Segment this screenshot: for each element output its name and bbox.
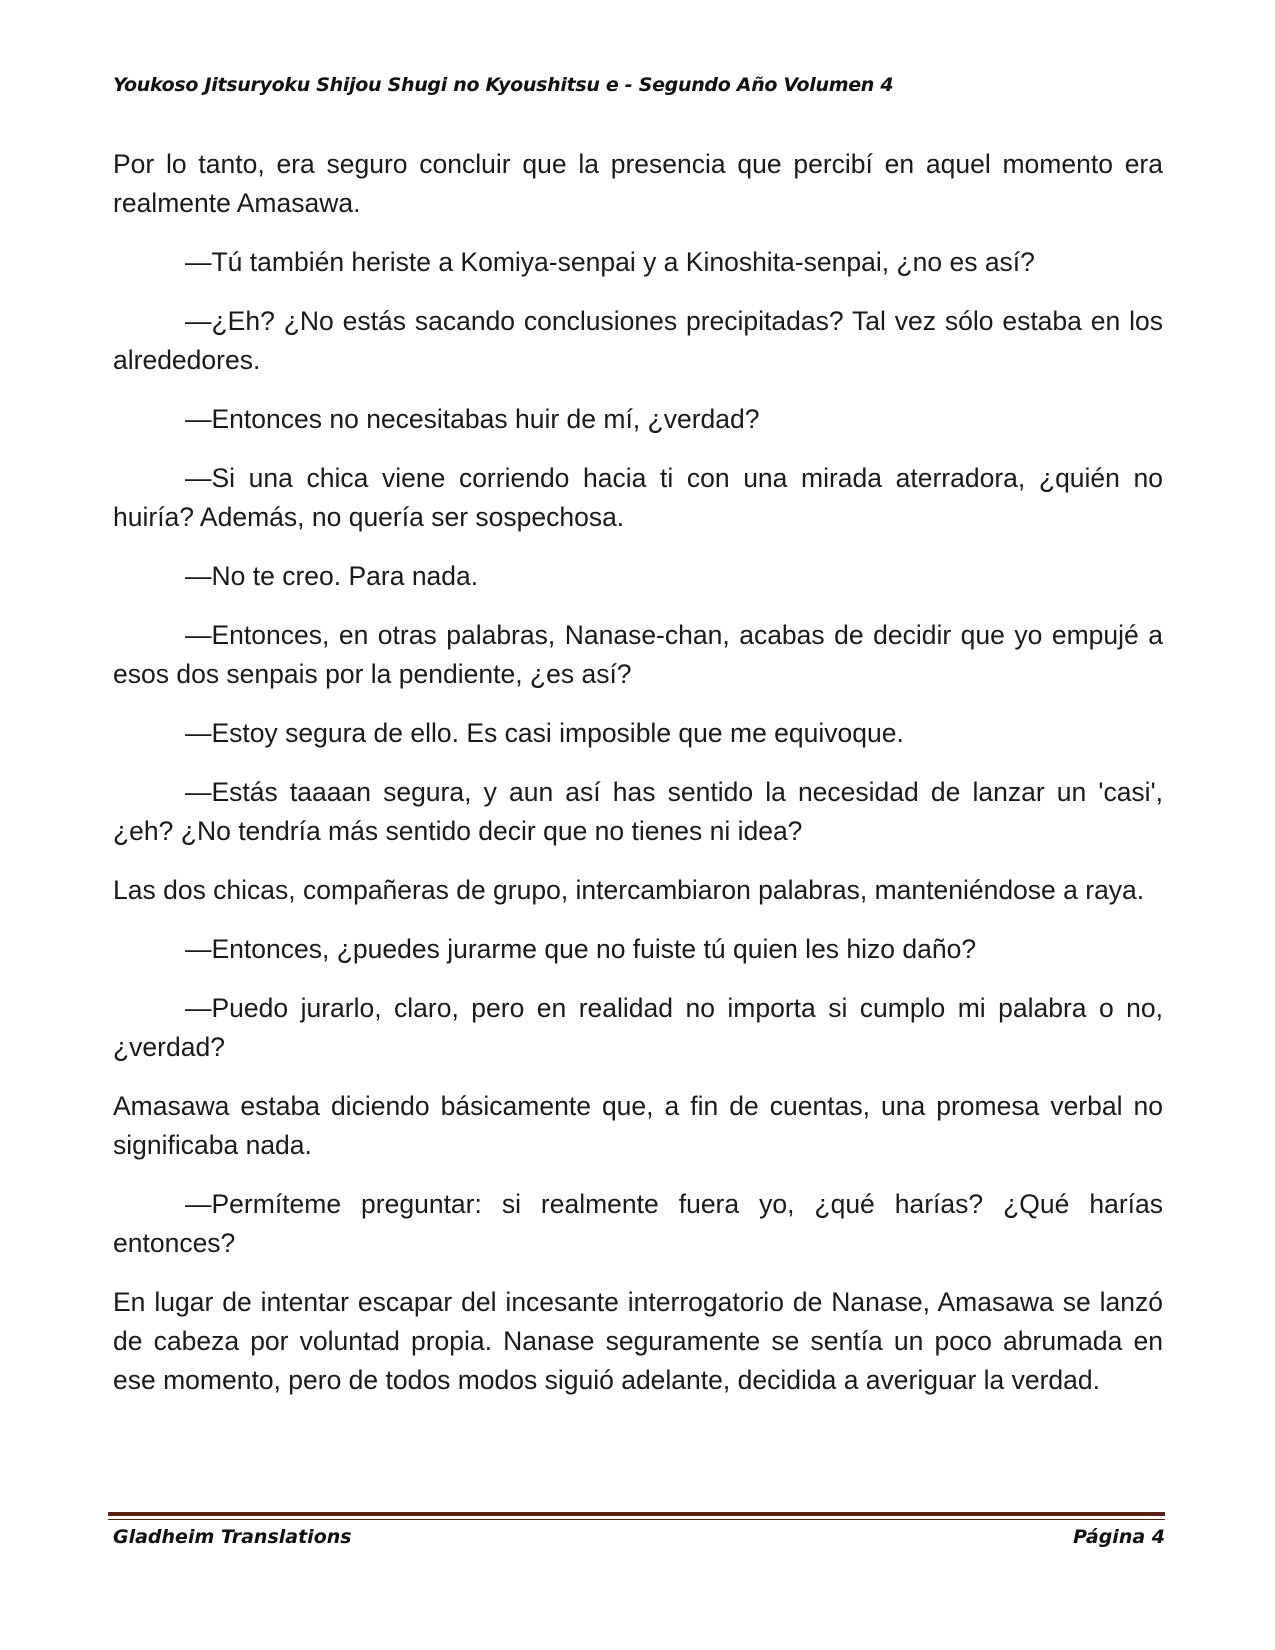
- dialogue-line: —Puedo jurarlo, claro, pero en realidad no importa si cumplo mi palabra o no, ¿verdad?: [113, 993, 1163, 1062]
- footer-translator-credit: Gladheim Translations: [113, 1526, 352, 1548]
- dialogue-line: —Permíteme preguntar: si realmente fuera yo, ¿qué harías? ¿Qué harías entonces?: [113, 1189, 1163, 1258]
- footer-divider: [108, 1512, 1165, 1520]
- dialogue-line: —No te creo. Para nada.: [185, 561, 479, 591]
- paragraph: En lugar de intentar escapar del incesante interrogatorio de Nanase, Amasawa se lanzó de cabeza por voluntad propia. Nanase seguramente se sentía un poco abrumada en ese momento, pero de todos modos siguió adelante, decidida a averiguar la verdad.: [113, 1287, 1163, 1395]
- dialogue-line: —Estoy segura de ello. Es casi imposible que me equivoque.: [185, 718, 904, 748]
- dialogue-line: —Tú también heriste a Komiya-senpai y a Kinoshita-senpai, ¿no es así?: [185, 247, 1035, 277]
- dialogue-line: —Entonces, ¿puedes jurarme que no fuiste tú quien les hizo daño?: [185, 934, 977, 964]
- paragraph: Por lo tanto, era seguro concluir que la presencia que percibí en aquel momento era realmente Amasawa.: [113, 149, 1163, 218]
- paragraph: Amasawa estaba diciendo básicamente que, a fin de cuentas, una promesa verbal no significaba nada.: [113, 1091, 1163, 1160]
- dialogue-line: —Entonces no necesitabas huir de mí, ¿verdad?: [185, 404, 760, 434]
- dialogue-line: —Entonces, en otras palabras, Nanase-chan, acabas de decidir que yo empujé a esos dos senpais por la pendiente, ¿es así?: [113, 620, 1163, 689]
- footer-page-number: Página 4: [1073, 1526, 1165, 1548]
- dialogue-line: —Si una chica viene corriendo hacia ti con una mirada aterradora, ¿quién no huiría? Además, no quería ser sospechosa.: [113, 463, 1163, 532]
- paragraph: Las dos chicas, compañeras de grupo, intercambiaron palabras, manteniéndose a raya.: [113, 875, 1145, 905]
- page-header-title: Youkoso Jitsuryoku Shijou Shugi no Kyoushitsu e - Segundo Año Volumen 4: [113, 74, 894, 96]
- dialogue-line: —¿Eh? ¿No estás sacando conclusiones precipitadas? Tal vez sólo estaba en los alrededores.: [113, 306, 1163, 375]
- footer-divider-thin: [108, 1519, 1165, 1520]
- document-body: [113, 145, 1163, 1420]
- dialogue-line: —Estás taaaan segura, y aun así has sentido la necesidad de lanzar un 'casi', ¿eh? ¿No tendría más sentido decir que no tienes ni idea?: [113, 777, 1163, 846]
- footer-divider-thick: [108, 1512, 1165, 1516]
